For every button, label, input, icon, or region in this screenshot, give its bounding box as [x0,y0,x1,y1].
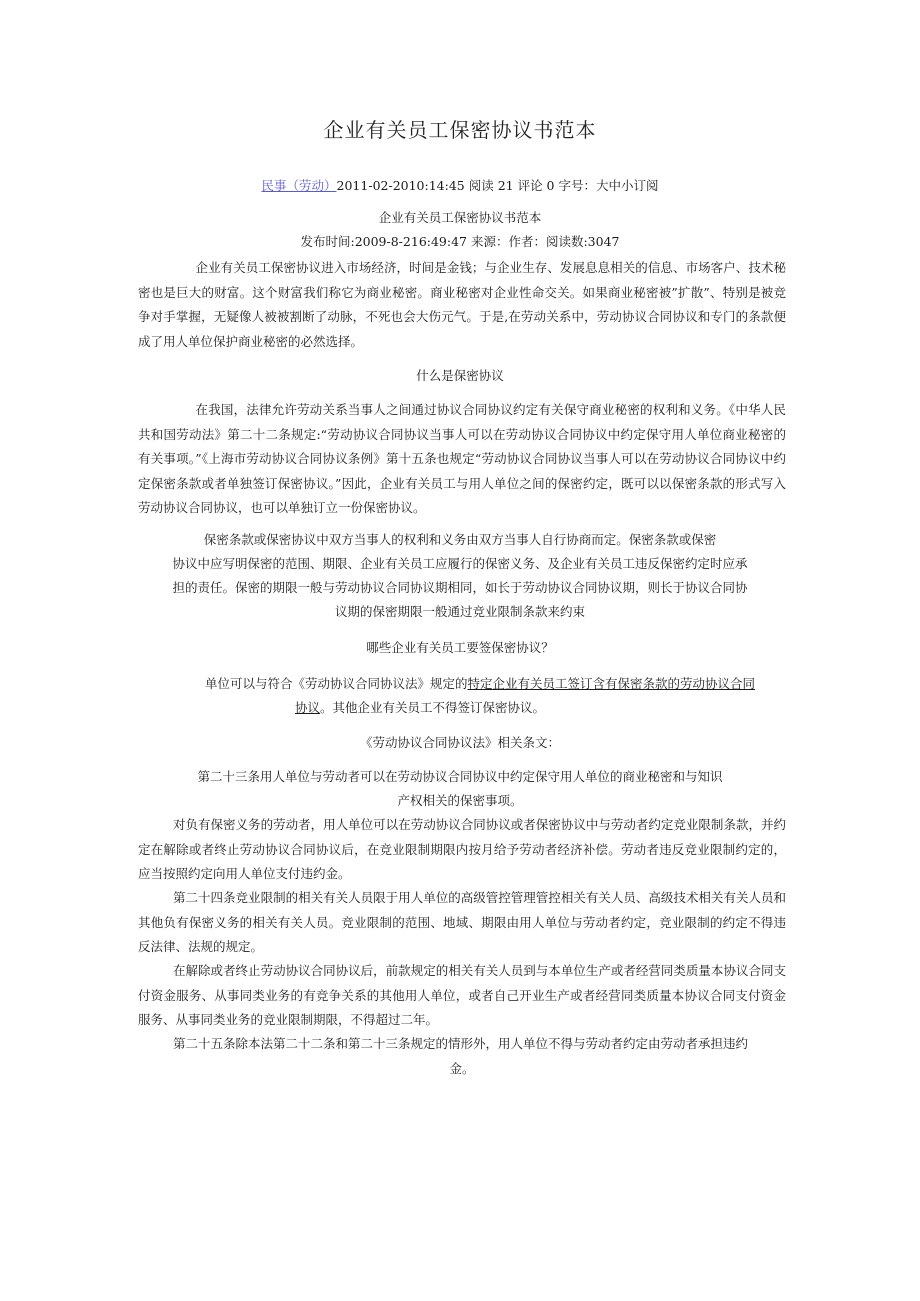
section-heading-what-is: 什么是保密协议 [416,368,504,383]
section1-paragraph: 在我国，法律允许劳动关系当事人之间通过协议合同协议约定有关保守商业秘密的权利和义务。《中华人民共和国劳动法》第二十二条规定:“劳动协议合同协议当事人可以在劳动协议合同协议中约定保守用人单位商业秘密的有关事项。”《上海市劳动协议合同协议条例》第十五条也规定“劳动协议合同协议当事人可以在劳动协议合同协议中约定保密条款或者单独签订保密协议。”因此，企业有关员工与用人单位之间的保密约定，既可以以保密条款的形式写入劳动协议合同协议，也可以单独订立一份保密协议。 [138,402,786,515]
article-24: 第二十四条竞业限制的相关有关人员限于用人单位的高级管控管理管控相关有关人员、高级技术相关有关人员和其他负有保密义务的相关有关人员。竞业限制的范围、地域、期限由用人单位与劳动者约定，竞业限制的约定不得违反法律、法规的规定。 [138,890,786,954]
section-heading-who: 哪些企业有关员工要签保密协议？ [366,640,554,655]
section2-underlined-2: 协议 [295,700,321,715]
publish-info: 发布时间:2009-8-216:49:47 来源：作者：阅读数:3047 [300,234,620,249]
intro-paragraph: 企业有关员工保密协议进入市场经济，时间是金钱；与企业生存、发展息息相关的信息、市场客户、技术秘密也是巨大的财富。这个财富我们称它为商业秘密。商业秘密对企业性命交关。如果商业秘密被”扩散”、特别是被竞争对手掌握，无疑像人被被割断了动脉，不死也会大伤元气。于是,在劳动关系中，劳动协议合同协议和专门的条款便成了用人单位保护商业秘密的必然选择。 [138,260,786,349]
section2-underlined: 特定企业有关员工签订含有保密条款的劳动协议合同 [467,676,756,691]
article-23-line1: 第二十三条用人单位与劳动者可以在劳动协议合同协议中约定保守用人单位的商业秘密和与知识 [197,769,723,784]
meta-info: 2011-02-2010:14:45 阅读 21 评论 0 字号：大中小订阅 [336,178,659,193]
article-25 [138,1032,786,1081]
section1-p2-line3: 担的责任。保密的期限一般与劳动协议合同协议期相同，如长于劳动协议合同协议期，则长于协议合同协 [172,580,748,595]
section-heading-law: 《劳动协议合同协议法》相关条文： [359,735,560,750]
section2-paragraph [205,672,795,720]
section1-p2-line1: 保密条款或保密协议中双方当事人的权利和义务由双方当事人自行协商而定。保密条款或保密 [203,532,717,547]
section1-p2-line4: 议期的保密期限一般通过竞业限制条款来约束 [334,604,585,619]
article-23-line2: 产权相关的保密事项。 [397,793,523,808]
article-23 [0,765,920,813]
section1-p2-line2: 协议中应写明保密的范围、期限、企业有关员工应履行的保密义务、及企业有关员工违反保密约定时应承 [172,556,748,571]
article-24-paragraph2: 在解除或者终止劳动协议合同协议后，前款规定的相关有关人员到与本单位生产或者经营同类质量本协议合同支付资金服务、从事同类业务的有竞争关系的其他用人单位，或者自己开业生产或者经营同类质量本协议合同支付资金服务、从事同类业务的竞业限制期限，不得超过二年。 [138,963,786,1027]
document-title: 企业有关员工保密协议书范本 [323,118,597,142]
section2-suffix: 。其他企业有关员工不得签订保密协议。 [320,700,546,715]
section1-paragraph2 [0,528,920,624]
article-25-line2: 金。 [449,1060,475,1076]
meta-line [0,176,920,194]
subheader-title: 企业有关员工保密协议书范本 [378,210,542,225]
article-23-paragraph2: 对负有保密义务的劳动者，用人单位可以在劳动协议合同协议或者保密协议中与劳动者约定竞业限制条款，并约定在解除或者终止劳动协议合同协议后，在竞业限制期限内按月给予劳动者经济补偿。劳动者违反竞业限制约定的，应当按照约定向用人单位支付违约金。 [138,817,786,881]
section2-prefix: 单位可以与符合《劳动协议合同协议法》规定的 [205,676,468,691]
article-25-line1: 第二十五条除本法第二十二条和第二十三条规定的情形外，用人单位不得与劳动者约定由劳动者承担违约 [173,1036,749,1051]
category-link[interactable]: 民事（劳动） [261,178,337,193]
